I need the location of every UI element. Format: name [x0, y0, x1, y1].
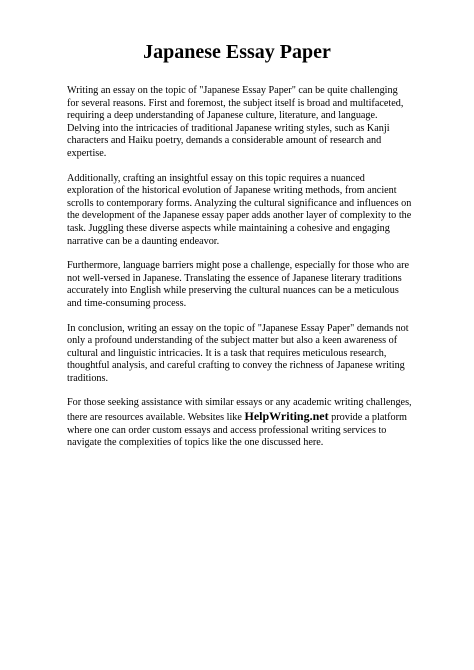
paragraph-1: Writing an essay on the topic of "Japanese Essay Paper" can be quite challenging for several reasons. First and foremost, the subject itself is broad and multifaceted, requiring a deep understanding of Japanese culture, literature, and language. Delving into the intricacies of traditional Japanese writing styles, such as Kanji characters and Haiku poetry, demands a considerable amount of research and expertise.	[67, 85, 404, 159]
document-title: Japanese Essay Paper	[143, 41, 331, 63]
paragraph-5	[67, 397, 412, 449]
paragraph-2: Additionally, crafting an insightful essay on this topic requires a nuanced exploration of the historical evolution of Japanese writing methods, from ancient scrolls to contemporary forms. Analyzing the cultural significance and influences on the development of the Japanese essay paper adds another layer of complexity to the task. Juggling these diverse aspects while maintaining a cohesive and engaging narrative can be a daunting endeavor.	[67, 172, 412, 247]
paragraph-4: In conclusion, writing an essay on the topic of "Japanese Essay Paper" demands not only a profound understanding of the subject matter but also a keen awareness of cultural and linguistic intricacies. It is a task that requires meticulous research, thoughtful analysis, and careful crafting to convey the richness of Japanese writing traditions.	[67, 322, 409, 384]
paragraph-3: Furthermore, language barriers might pose a challenge, especially for those who are not well-versed in Japanese. Translating the essence of Japanese literary traditions accurately into English while preserving the cultural nuances can be a meticulous and time-consuming process.	[67, 260, 410, 309]
closing-text-after: provide a platform where one can order custom essays and access professional writing services to navigate the complexities of topics like the one discussed here.	[67, 412, 407, 449]
brand-link: HelpWriting.net	[244, 409, 329, 424]
document-body	[67, 85, 412, 462]
closing-text-before: For those seeking assistance with similar essays or any academic writing challenges, there are resources available. Websites like	[67, 397, 412, 424]
